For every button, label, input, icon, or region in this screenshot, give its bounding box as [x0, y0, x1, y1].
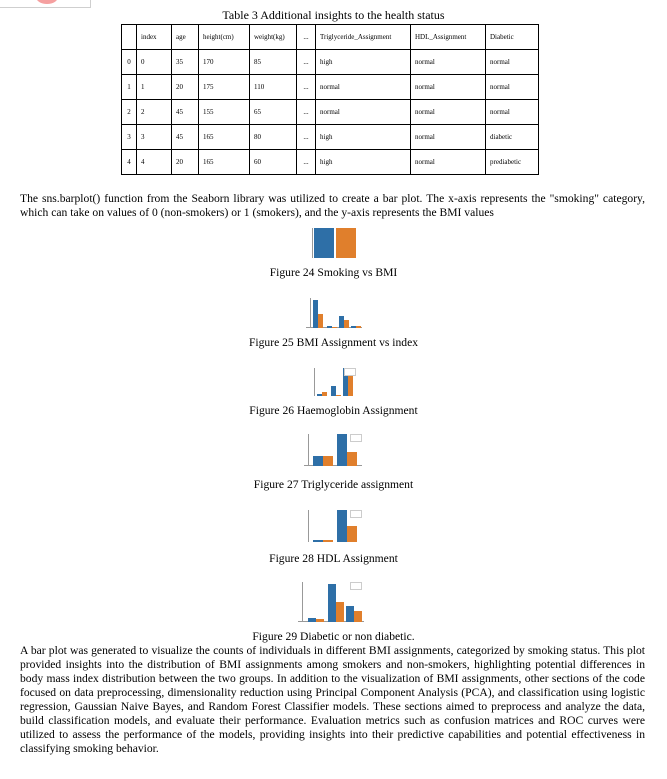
- header-cell: height(cm): [199, 25, 250, 50]
- figure-caption: Figure 26 Haemoglobin Assignment: [249, 404, 418, 417]
- table-cell: normal: [316, 100, 411, 125]
- table-row: [122, 75, 539, 100]
- table-caption: Table 3 Additional insights to the health status: [222, 8, 445, 22]
- table-row: [122, 125, 539, 150]
- header-cell: ...: [297, 25, 316, 50]
- table-cell: ...: [297, 125, 316, 150]
- table-cell: 0: [122, 50, 137, 75]
- table-cell: high: [316, 150, 411, 175]
- table-cell: normal: [411, 50, 486, 75]
- figure-caption: Figure 25 BMI Assignment vs index: [248, 336, 419, 349]
- figure-24-image: [306, 226, 358, 262]
- header-cell: Triglyceride_Assignment: [316, 25, 411, 50]
- table-cell: 65: [250, 100, 297, 125]
- bar: [354, 611, 362, 622]
- table-cell: 20: [172, 150, 199, 175]
- bar: [308, 618, 316, 622]
- table-cell: ...: [297, 100, 316, 125]
- table-cell: 20: [172, 75, 199, 100]
- table-cell: normal: [486, 50, 539, 75]
- bar: [323, 456, 333, 466]
- bar: [328, 584, 336, 622]
- table-header-row: [122, 25, 539, 50]
- table-cell: normal: [411, 150, 486, 175]
- table-row: [122, 100, 539, 125]
- table-cell: normal: [411, 100, 486, 125]
- table-cell: 4: [137, 150, 172, 175]
- figure-caption: Figure 29 Diabetic or non diabetic.: [252, 630, 415, 643]
- table-cell: ...: [297, 75, 316, 100]
- bar: [346, 606, 354, 622]
- table-cell: 1: [122, 75, 137, 100]
- table-cell: 35: [172, 50, 199, 75]
- figure-caption: Figure 28 HDL Assignment: [269, 552, 398, 565]
- bar: [348, 374, 353, 396]
- table-cell: diabetic: [486, 125, 539, 150]
- axis-line: [302, 582, 303, 622]
- table-cell: 0: [137, 50, 172, 75]
- table-cell: 2: [122, 100, 137, 125]
- table-cell: 60: [250, 150, 297, 175]
- table-cell: normal: [411, 75, 486, 100]
- table-cell: 45: [172, 100, 199, 125]
- axis-line: [314, 368, 315, 396]
- table-cell: 85: [250, 50, 297, 75]
- table-cell: 175: [199, 75, 250, 100]
- logo-mark: [36, 0, 58, 4]
- table-cell: 165: [199, 150, 250, 175]
- figure-27-image: [304, 432, 362, 470]
- table-cell: 170: [199, 50, 250, 75]
- health-status-table: [121, 24, 539, 175]
- table-cell: ...: [297, 150, 316, 175]
- figure-29-image: [298, 580, 364, 626]
- table-cell: ...: [297, 50, 316, 75]
- legend-box: [344, 368, 356, 376]
- figure-26-image: [312, 366, 356, 400]
- figure-25-image: [306, 296, 362, 332]
- legend-box: [350, 510, 362, 518]
- bar: [322, 392, 327, 396]
- table-cell: 45: [172, 125, 199, 150]
- axis-line: [310, 298, 311, 328]
- table-cell: normal: [316, 75, 411, 100]
- axis-line: [308, 510, 309, 542]
- bar: [344, 320, 349, 328]
- table-cell: normal: [486, 100, 539, 125]
- table-cell: 165: [199, 125, 250, 150]
- table-cell: 3: [137, 125, 172, 150]
- header-logo-fragment: [0, 0, 91, 8]
- bar: [313, 456, 323, 466]
- header-cell: [122, 25, 137, 50]
- bar: [314, 228, 334, 258]
- header-cell: weight(kg): [250, 25, 297, 50]
- table-cell: normal: [411, 125, 486, 150]
- bar: [337, 434, 347, 466]
- table-cell: normal: [486, 75, 539, 100]
- header-cell: index: [137, 25, 172, 50]
- table-cell: 2: [137, 100, 172, 125]
- bar: [356, 326, 361, 328]
- bar: [316, 619, 324, 622]
- table-cell: prediabetic: [486, 150, 539, 175]
- legend-box: [350, 582, 362, 590]
- bar: [332, 327, 337, 328]
- table-cell: 155: [199, 100, 250, 125]
- body-paragraph-summary: A bar plot was generated to visualize the counts of individuals in different BMI assignments, categorized by smoking status. This plot provided insights into the distribution of BMI assignments among smokers and non-smokers, highlighting potential differences in body mass index distribution between the two groups. In addition to the visualization of BMI assignments, other sections of the code focused on data preprocessing, dimensionality reduction using Principal Component Analysis (PCA), and classification using logistic regression, Gaussian Naive Bayes, and Random Forest Classifier models. These sections aimed to preprocess and analyze the data, build classification models, and evaluate their performance. Evaluation metrics such as confusion matrices and ROC curves were utilized to assess the performance of the models, providing insights into their predictive capabilities and potential effectiveness in classifying smoking behavior.: [20, 644, 645, 755]
- bar: [313, 540, 323, 542]
- axis-line: [312, 228, 313, 258]
- figure-caption: Figure 27 Triglyceride assignment: [253, 478, 414, 491]
- bar: [336, 602, 344, 622]
- bar: [347, 526, 357, 542]
- table-cell: high: [316, 50, 411, 75]
- bar: [318, 314, 323, 328]
- figure-caption: Figure 24 Smoking vs BMI: [269, 266, 398, 279]
- bar: [323, 540, 333, 542]
- table-cell: 4: [122, 150, 137, 175]
- table-cell: 80: [250, 125, 297, 150]
- table-row: [122, 50, 539, 75]
- bar: [337, 510, 347, 542]
- legend-box: [350, 434, 362, 442]
- bar: [336, 395, 341, 396]
- table-cell: 110: [250, 75, 297, 100]
- table-cell: high: [316, 125, 411, 150]
- table-cell: 1: [137, 75, 172, 100]
- header-cell: HDL_Assignment: [411, 25, 486, 50]
- figure-28-image: [304, 508, 362, 546]
- body-paragraph-barplot: The sns.barplot() function from the Seaborn library was utilized to create a bar plot. The x-axis represents the "smoking" category, which can take on values of 0 (non-smokers) or 1 (smokers), and the y-axis represents the BMI values: [20, 192, 645, 219]
- table-row: [122, 150, 539, 175]
- table-cell: 3: [122, 125, 137, 150]
- header-cell: Diabetic: [486, 25, 539, 50]
- header-cell: age: [172, 25, 199, 50]
- axis-line: [308, 434, 309, 466]
- bar: [347, 452, 357, 466]
- bar: [336, 228, 356, 258]
